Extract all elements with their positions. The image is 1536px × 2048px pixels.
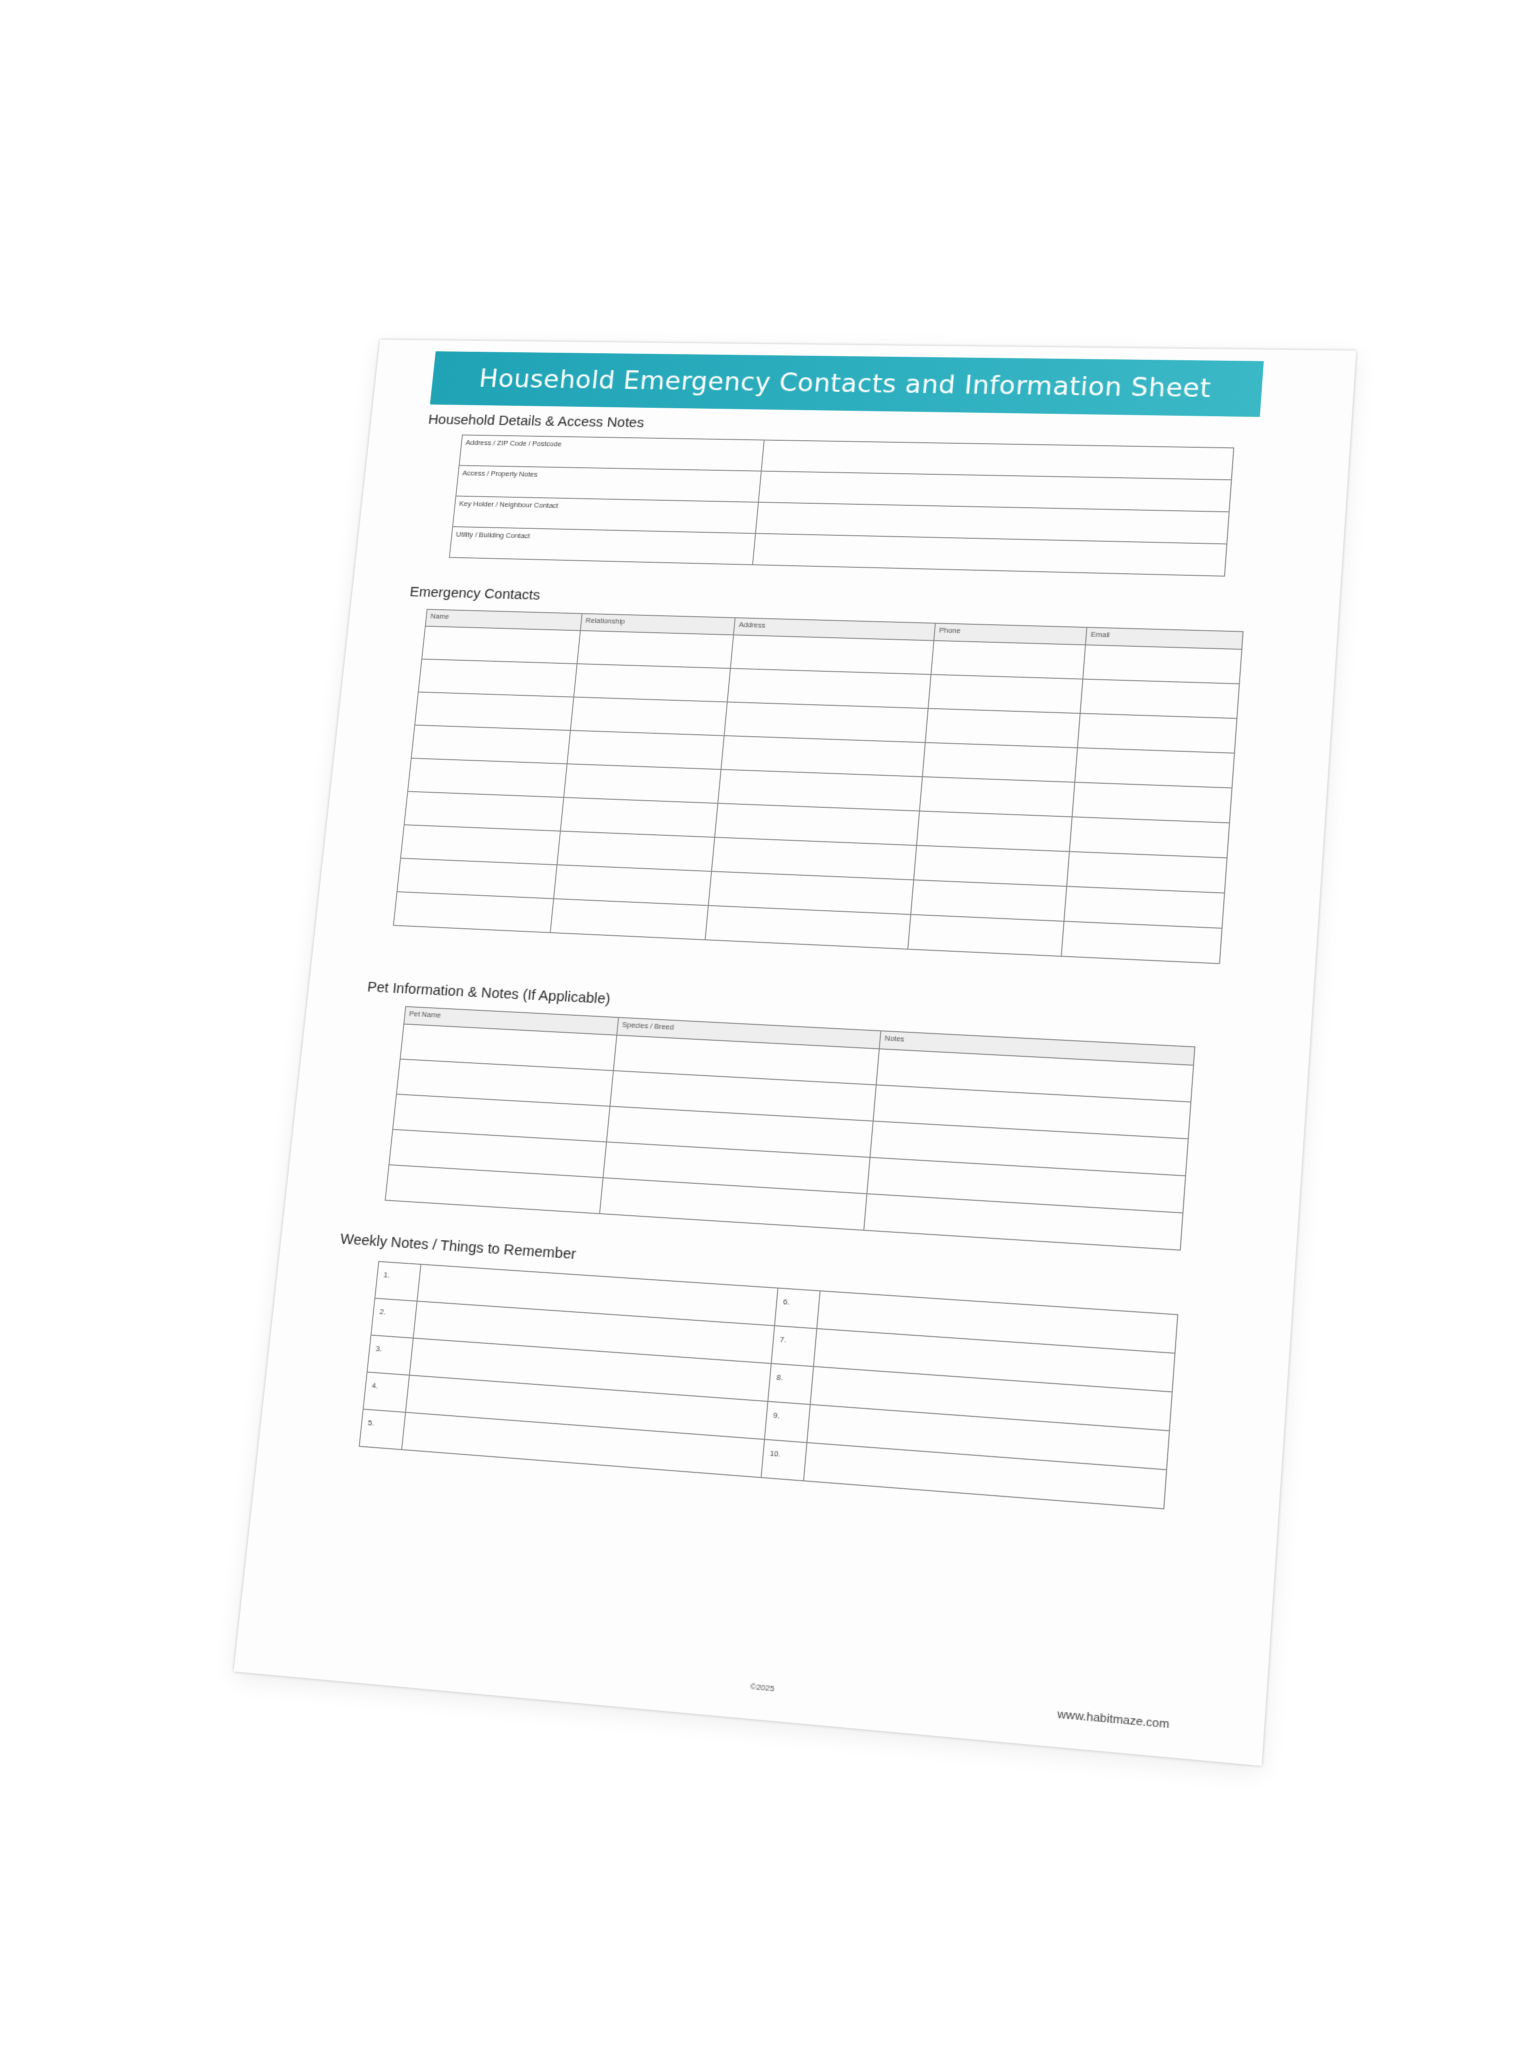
household-label: Utility / Building Contact <box>455 530 531 541</box>
cell-phone[interactable] <box>928 674 1083 713</box>
weekly-number: 8. <box>776 1372 784 1383</box>
household-label: Address / ZIP Code / Postcode <box>465 438 563 449</box>
cell-email[interactable] <box>1061 921 1222 963</box>
weekly-number: 4. <box>371 1381 379 1391</box>
cell-email[interactable] <box>1075 748 1235 788</box>
household-label: Access / Property Notes <box>462 468 538 479</box>
cell-name[interactable] <box>422 626 581 664</box>
pets-heading: Pet Information & Notes (If Applicable) <box>366 978 612 1008</box>
cell-email[interactable] <box>1077 713 1236 753</box>
contacts-heading: Emergency Contacts <box>408 584 541 604</box>
weekly-number-cell <box>768 1363 814 1404</box>
weekly-number: 3. <box>375 1344 383 1354</box>
cell-relationship[interactable] <box>577 631 733 669</box>
footer-copyright: ©2025 <box>749 1681 775 1694</box>
weekly-number-cell <box>764 1401 810 1442</box>
weekly-number: 2. <box>379 1307 387 1317</box>
col-species-breed: Species / Breed <box>617 1017 881 1048</box>
cell-name[interactable] <box>415 692 574 730</box>
printed-sheet <box>234 340 1356 1766</box>
weekly-number: 6. <box>782 1297 790 1307</box>
cell-phone[interactable] <box>925 708 1080 747</box>
cell-phone[interactable] <box>922 743 1077 783</box>
weekly-number-cell <box>363 1372 409 1412</box>
col-pet-name: Pet Name <box>404 1007 619 1036</box>
weekly-table <box>359 1261 1179 1509</box>
cell-name[interactable] <box>418 659 577 697</box>
weekly-heading: Weekly Notes / Things to Remember <box>339 1230 577 1263</box>
cell-name[interactable] <box>393 892 553 933</box>
col-relationship: Relationship <box>580 614 735 635</box>
weekly-number-cell <box>375 1262 421 1302</box>
weekly-number-cell <box>761 1439 807 1480</box>
cell-phone[interactable] <box>908 914 1064 956</box>
cell-phone[interactable] <box>919 777 1074 817</box>
title-banner <box>430 351 1264 417</box>
weekly-number-cell <box>775 1288 821 1329</box>
cell-email[interactable] <box>1080 679 1239 718</box>
weekly-number-cell <box>771 1326 817 1367</box>
cell-relationship[interactable] <box>570 697 727 736</box>
col-notes: Notes <box>879 1031 1195 1065</box>
weekly-number-cell <box>359 1409 405 1449</box>
col-address: Address <box>734 618 936 641</box>
household-table <box>449 434 1234 576</box>
weekly-number-cell <box>371 1298 417 1338</box>
cell-email[interactable] <box>1083 645 1242 684</box>
col-name: Name <box>425 609 582 630</box>
pets-table <box>385 1006 1196 1251</box>
contacts-table <box>393 609 1244 964</box>
col-phone: Phone <box>934 623 1087 645</box>
household-heading: Household Details & Access Notes <box>427 411 645 431</box>
footer-website: www.habitmaze.com <box>1056 1708 1170 1732</box>
cell-relationship[interactable] <box>550 899 708 940</box>
cell-relationship[interactable] <box>574 664 731 702</box>
sheet-title: Household Emergency Contacts and Information Sheet <box>477 364 1213 404</box>
weekly-number-cell <box>367 1335 413 1375</box>
weekly-number: 10. <box>769 1448 781 1459</box>
col-email: Email <box>1085 627 1243 649</box>
weekly-number: 9. <box>772 1410 780 1421</box>
household-label: Key Holder / Neighbour Contact <box>458 499 559 510</box>
cell-name[interactable] <box>411 725 570 764</box>
weekly-number: 1. <box>383 1270 391 1280</box>
weekly-number: 5. <box>367 1418 375 1428</box>
cell-relationship[interactable] <box>567 730 724 769</box>
household-label-cell <box>449 527 755 565</box>
cell-phone[interactable] <box>931 641 1085 679</box>
weekly-number: 7. <box>779 1334 787 1345</box>
